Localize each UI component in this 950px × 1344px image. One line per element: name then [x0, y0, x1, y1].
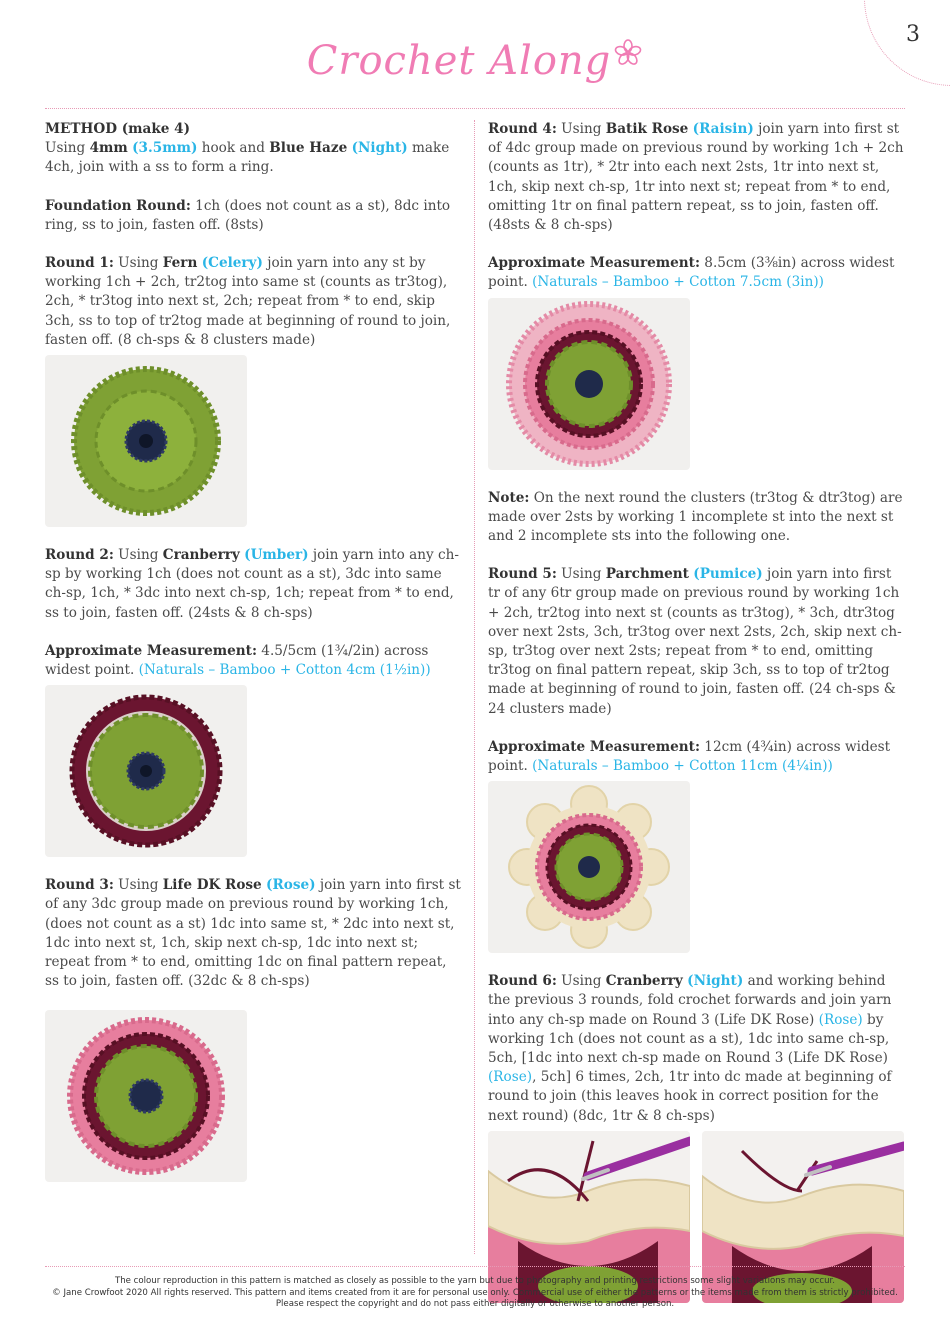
measurement-label: Approximate Measurement:	[488, 738, 700, 755]
text: Using	[556, 566, 606, 583]
yarn-name-alt: (Raisin)	[692, 121, 754, 137]
round-6-label: Round 6:	[488, 973, 557, 990]
yarn-alt: (Rose)	[818, 1011, 863, 1028]
page-title	[0, 38, 950, 84]
method-heading: METHOD (make 4)	[45, 121, 191, 137]
footer-divider	[45, 1266, 905, 1267]
round-6-paragraph	[488, 972, 906, 1126]
foundation-label: Foundation Round:	[45, 197, 191, 214]
flower-icon	[613, 38, 643, 68]
text: join yarn into any ch-sp by working 1ch (does not count as a st), 3dc into same ch-sp, 1ch, * 3dc into next ch-sp, 1ch; repeat from * to end, ss to join, fasten off. (24sts & 8 ch-sps)	[45, 547, 459, 621]
measurement-alt: (Naturals – Bamboo + Cotton 7.5cm (3in))	[532, 274, 824, 291]
text: join yarn into first st of any 3dc group made on previous round by working 1ch, (does not count as a st) 1dc into same st, * 2dc into next st, 1dc into next st, 1ch, skip next ch-sp, 1dc into next st; repeat from * to end, omitting 1dc on final pattern repeat, ss to join, fasten off. (32dc & 8 ch-sps)	[45, 877, 461, 990]
measurement-4-paragraph	[488, 254, 906, 292]
round-3-photo	[45, 1010, 247, 1182]
yarn-name: Batik Rose	[605, 121, 689, 137]
text: 4.5/5cm (1¾/2in) across widest point.	[45, 642, 429, 679]
yarn-name-alt: (Pumice)	[693, 566, 763, 583]
measurement-label: Approximate Measurement:	[488, 255, 700, 272]
hook-size-alt: (3.5mm)	[132, 140, 198, 157]
note-paragraph	[488, 489, 906, 547]
round-1-label: Round 1:	[45, 255, 114, 272]
text: , 5ch] 6 times, 2ch, 1tr into dc made at beginning of round to join (this leaves hook in correct position for the next round) (8dc, 1tr & 8 ch-sps)	[488, 1069, 892, 1124]
foundation-round-paragraph	[45, 197, 463, 235]
header-divider	[45, 108, 905, 109]
yarn-name-alt: (Night)	[687, 973, 744, 990]
measurement-alt: (Naturals – Bamboo + Cotton 11cm (4¼in))	[532, 758, 833, 775]
left-column	[45, 120, 463, 1201]
right-column	[488, 120, 906, 1303]
round-4-photo	[488, 298, 690, 470]
yarn-name: Cranberry	[605, 973, 683, 990]
yarn-name-alt: (Celery)	[201, 255, 263, 272]
yarn-name-alt: (Umber)	[244, 547, 309, 564]
text: hook and	[197, 140, 270, 157]
round-2-label: Round 2:	[45, 547, 114, 564]
text: Using	[113, 255, 163, 272]
method-paragraph	[45, 120, 463, 178]
footer-line-2: © Jane Crowfoot 2020 All rights reserved. This pattern and items created from it are for personal use only. Commercial use of either the patterns or the items made from them is strictly prohibited. Please respect the copyright and do not pass either digitally or otherwise to another person.	[52, 1287, 898, 1309]
round-5-label: Round 5:	[488, 566, 557, 583]
measurement-alt: (Naturals – Bamboo + Cotton 4cm (1½in))	[138, 662, 431, 679]
yarn-name: Cranberry	[162, 547, 240, 564]
text: Using	[556, 121, 606, 137]
round-1-paragraph	[45, 254, 463, 350]
yarn-alt: (Rose)	[488, 1069, 533, 1086]
round-3-paragraph	[45, 876, 463, 991]
text: join yarn into first st of 4dc group made on previous round by working 1ch + 2ch (counts as 1tr), * 2tr into each next 2sts, 1tr into next st, 1ch, skip next ch-sp, 1tr into next st; repeat from * to end, omitting 1tr on final pattern repeat, ss to join, fasten off. (48sts & 8 ch-sps)	[488, 121, 904, 234]
page-number: 3	[906, 22, 920, 47]
text: make 4ch, join with a ss to form a ring.	[45, 140, 450, 176]
measurement-5-paragraph	[488, 738, 906, 776]
column-divider	[474, 120, 475, 1254]
text: 8.5cm (3⅜in) across widest point.	[488, 255, 895, 291]
measurement-2-paragraph	[45, 642, 463, 680]
page-title-text: Crochet Along	[306, 38, 612, 84]
yarn-name: Life DK Rose	[162, 877, 262, 894]
text: Using	[556, 973, 606, 990]
round-4-label: Round 4:	[488, 121, 557, 137]
yarn-name: Parchment	[605, 566, 689, 583]
note-label: Note:	[488, 489, 530, 506]
round-4-paragraph	[488, 120, 906, 235]
text: 1ch (does not count as a st), 8dc into ring, ss to join, fasten off. (8sts)	[45, 197, 451, 233]
text: Using	[45, 140, 90, 157]
text: Using	[113, 547, 163, 564]
round-2-photo	[45, 685, 247, 857]
footer	[45, 1276, 905, 1311]
round-5-paragraph	[488, 565, 906, 719]
footer-line-1: The colour reproduction in this pattern is matched as closely as possible to the yarn but due to photography and printing restrictions some slight variations may occur.	[114, 1276, 836, 1286]
text: On the next round the clusters (tr3tog & dtr3tog) are made over 2sts by working 1 incomplete st into the next st and 2 incomplete sts into the following one.	[488, 489, 903, 545]
yarn-name-alt: (Rose)	[266, 877, 316, 894]
round-3-label: Round 3:	[45, 877, 114, 894]
text: and working behind the previous 3 rounds, fold crochet forwards and join yarn into any ch-sp made on Round 3 (Life DK Rose)	[488, 973, 892, 1028]
text: 12cm (4¾in) across widest point.	[488, 738, 891, 775]
text: by working 1ch (does not count as a st), 1dc into same ch-sp, 5ch, [1dc into next ch-sp made on Round 3 (Life DK Rose)	[488, 1011, 890, 1067]
text: join yarn into any st by working 1ch + 2ch, tr2tog into same st (counts as tr3tog), 2ch, * tr3tog into next st, 2ch; repeat from * to end, skip 3ch, ss to top of tr2tog made at beginning of round to join, fasten off. (8 ch-sps & 8 clusters made)	[45, 255, 451, 348]
yarn-name-alt: (Night)	[351, 140, 408, 157]
text: join yarn into first tr of any 6tr group made on previous round by working 1ch + 2ch, tr2tog into next st (counts as tr3tog), * 3ch, dtr3tog over next 2sts, 3ch, tr3tog over next 2sts, 2ch, skip next ch-sp, tr3tog over next 2sts; repeat from * to end, omitting tr3tog on final pattern repeat, skip 3ch, ss to top of tr2tog made at beginning of round to join, fasten off. (24 ch-sps & 24 clusters made)	[488, 566, 902, 717]
measurement-label: Approximate Measurement:	[45, 642, 257, 659]
yarn-name: Fern	[162, 255, 198, 272]
yarn-name: Blue Haze	[269, 140, 348, 157]
hook-size: 4mm	[89, 140, 128, 157]
round-5-photo	[488, 781, 690, 953]
text: Using	[113, 877, 163, 894]
round-2-paragraph	[45, 546, 463, 623]
round-1-photo	[45, 355, 247, 527]
